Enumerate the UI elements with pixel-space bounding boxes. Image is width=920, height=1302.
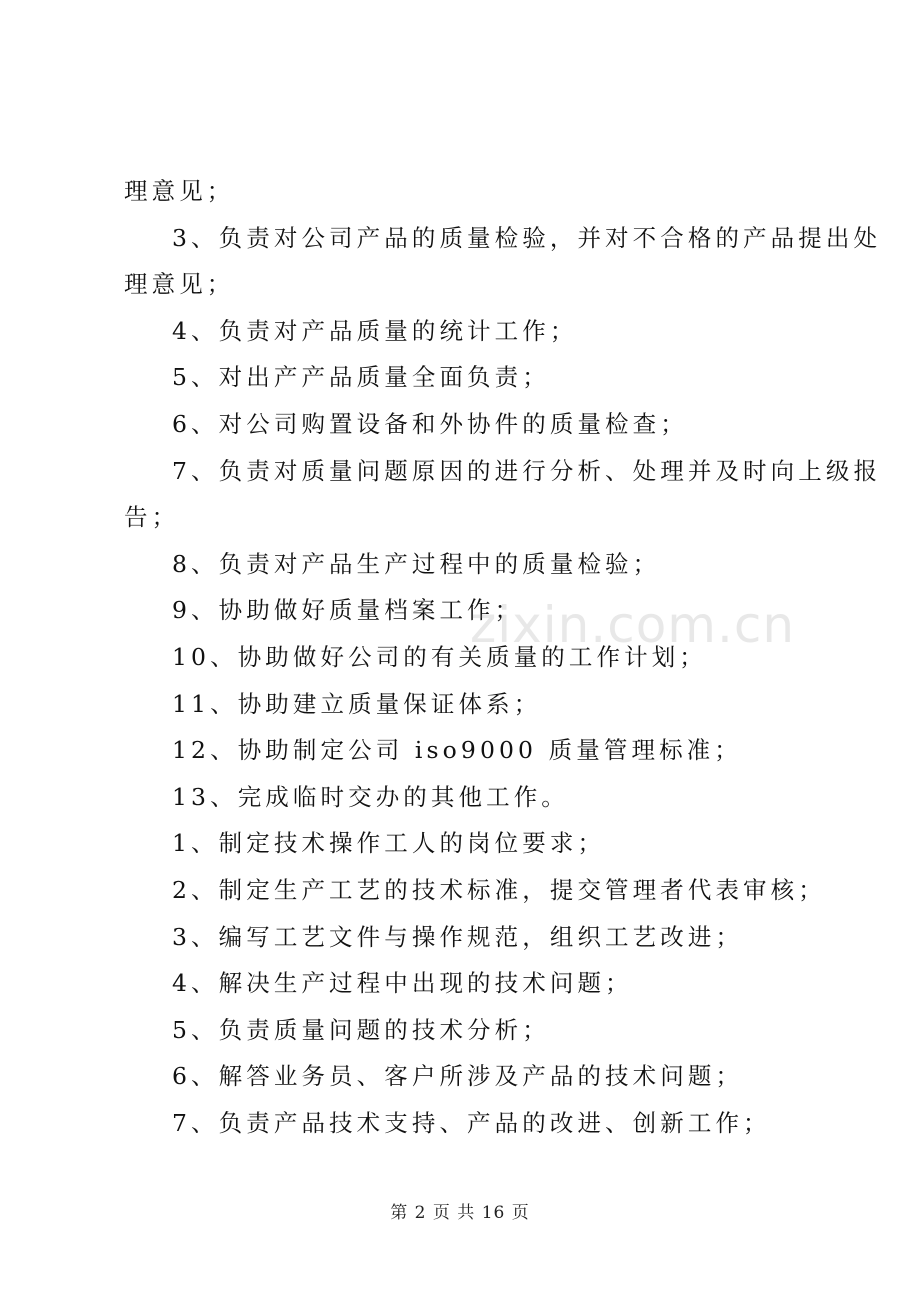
- text-line: 1、制定技术操作工人的岗位要求；: [172, 829, 606, 858]
- text-line: 理意见；: [124, 270, 235, 299]
- text-line: 5、对出产产品质量全面负责；: [172, 363, 550, 392]
- text-line: 3、编写工艺文件与操作规范，组织工艺改进；: [172, 922, 744, 951]
- text-line: 5、负责质量问题的技术分析；: [172, 1015, 550, 1044]
- text-line: 13、完成临时交办的其他工作。: [172, 782, 569, 811]
- text-line: 理意见；: [124, 177, 235, 205]
- text-line: 7、负责对质量问题原因的进行分析、处理并及时向上级报: [172, 456, 882, 485]
- text-line: 12、协助制定公司 iso9000 质量管理标准；: [172, 736, 742, 765]
- text-line: 10、协助做好公司的有关质量的工作计划；: [172, 642, 707, 671]
- text-line: 7、负责产品技术支持、产品的改进、创新工作；: [172, 1108, 771, 1137]
- body-text: [124, 168, 882, 1146]
- text-line: 3、负责对公司产品的质量检验，并对不合格的产品提出处: [172, 223, 882, 252]
- text-line: 6、对公司购置设备和外协件的质量检查；: [172, 409, 688, 438]
- text-line: 4、负责对产品质量的统计工作；: [172, 316, 578, 345]
- text-line: 9、协助做好质量档案工作；: [172, 596, 523, 625]
- text-line: 11、协助建立质量保证体系；: [172, 689, 542, 718]
- text-line: 告；: [124, 503, 180, 532]
- text-line: 8、负责对产品生产过程中的质量检验；: [172, 549, 661, 578]
- text-line: 4、解决生产过程中出现的技术问题；: [172, 969, 633, 998]
- watermark: zixin.com.cn: [470, 596, 796, 654]
- text-line: 6、解答业务员、客户所涉及产品的技术问题；: [172, 1062, 744, 1091]
- text-line: 2、制定生产工艺的技术标准，提交管理者代表审核；: [172, 875, 826, 904]
- page-footer: 第 2 页 共 16 页: [390, 1203, 530, 1223]
